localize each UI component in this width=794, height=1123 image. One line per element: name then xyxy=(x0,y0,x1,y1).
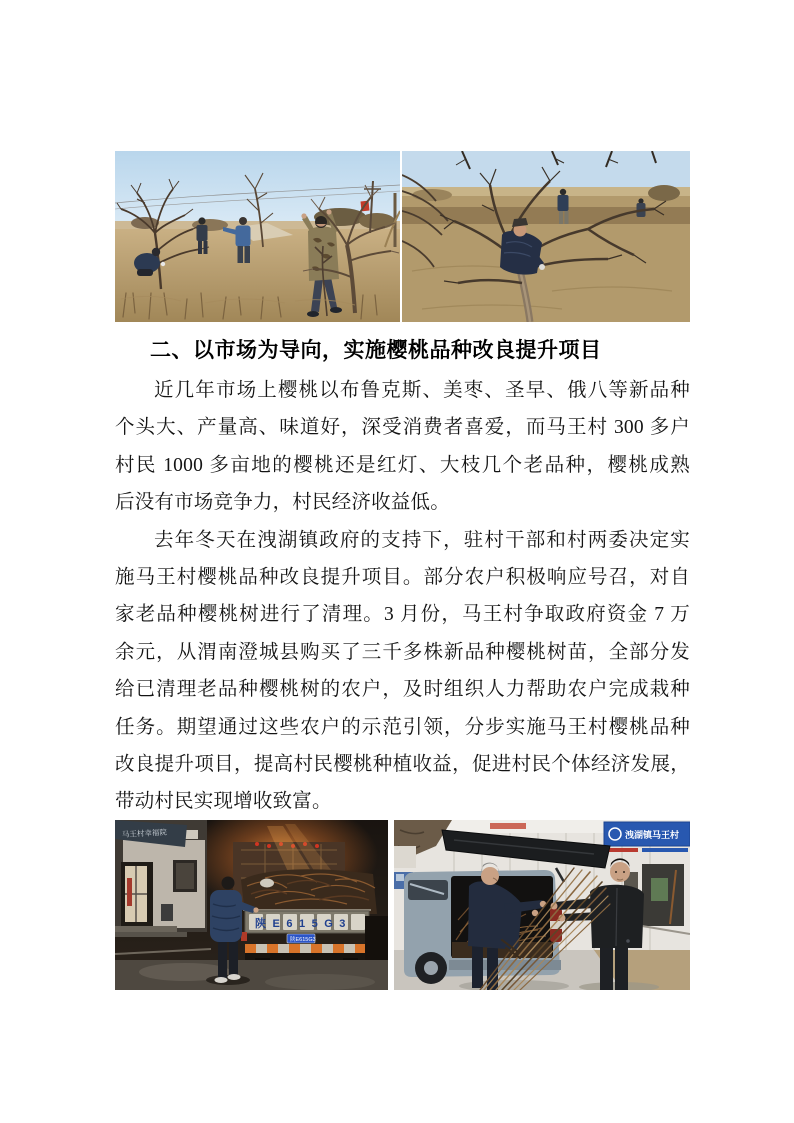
photo-sapling-truck-night xyxy=(115,820,388,990)
body-line: 施马王村樱桃品种改良提升项目。部分农户积极响应号召，对自 xyxy=(115,566,690,588)
body-line: 任务。期望通过这些农户的示范引领，分步实施马王村樱桃品种 xyxy=(115,716,690,738)
body-line: 村民 1000 多亩地的樱桃还是红灯、大枝几个老品种，樱桃成熟 xyxy=(115,454,690,476)
body-line: 个头大、产量高、味道好，深受消费者喜爱，而马王村 300 多户 xyxy=(115,417,690,439)
body-text xyxy=(115,372,690,821)
photo-tree-pruning-closeup xyxy=(402,151,690,322)
body-line: 带动村民实现增收致富。 xyxy=(115,791,332,813)
village-sign-text: 洩湖镇马王村 xyxy=(625,830,680,840)
body-line: 给已清理老品种樱桃树的农户，及时组织人力帮助农户完成栽种 xyxy=(115,679,690,701)
truck-gate-text: 陕E615G3 xyxy=(255,918,352,930)
photo-row-bottom xyxy=(115,820,690,990)
section-heading: 二、以市场为导向，实施樱桃品种改良提升项目 xyxy=(150,339,602,362)
body-line: 家老品种樱桃树进行了清理。3 月份，马王村争取政府资金 7 万 xyxy=(115,604,690,626)
body-line: 近几年市场上樱桃以布鲁克斯、美枣、圣早、俄八等新品种 xyxy=(154,380,690,401)
body-line: 改良提升项目，提高村民樱桃种植收益，促进村民个体经济发展， xyxy=(115,753,690,775)
body-line: 余元，从渭南澄城县购买了三千多株新品种樱桃树苗，全部分发 xyxy=(115,641,690,663)
photo-row-top xyxy=(115,151,690,322)
body-line: 去年冬天在洩湖镇政府的支持下，驻村干部和村两委决定实 xyxy=(154,529,690,551)
truck-plate-text: 陕E615G3 xyxy=(290,937,316,943)
body-line: 后没有市场竞争力，村民经济收益低。 xyxy=(115,492,450,514)
photo-van-sapling-unloading xyxy=(394,820,690,990)
happiness-home-sign-text: 马王村幸福院 xyxy=(121,827,168,839)
photo-orchard-pruning-group xyxy=(115,151,400,322)
